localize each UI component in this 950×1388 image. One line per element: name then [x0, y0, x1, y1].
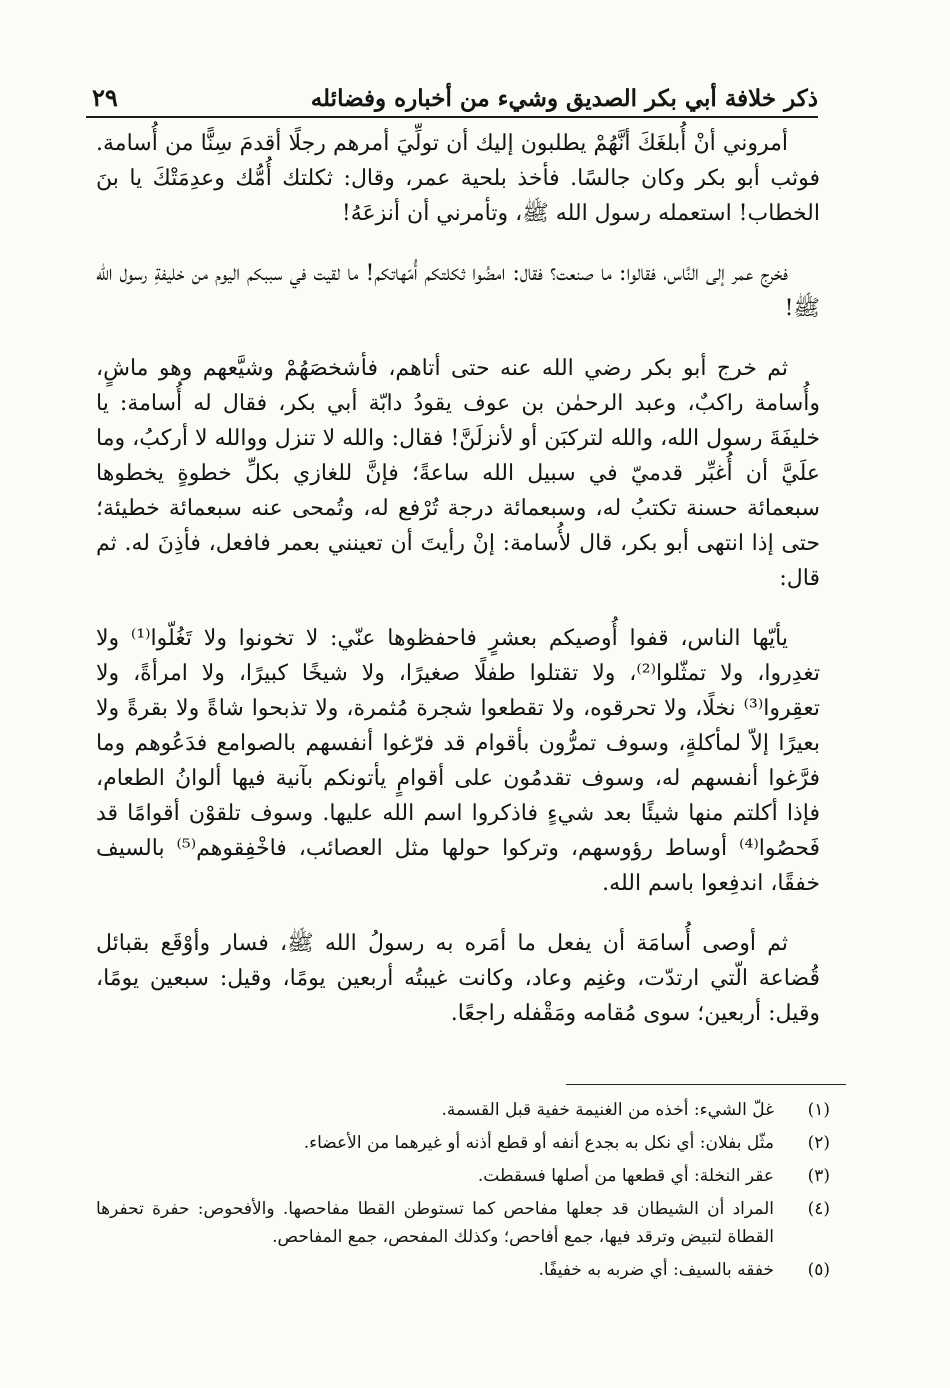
footnote [96, 1129, 830, 1157]
footnote-text: عقر النخلة: أي قطعها من أصلها فسقطت. [477, 1166, 774, 1186]
page-header [86, 76, 818, 118]
footnote-number: (١) [807, 1100, 830, 1120]
paragraph: ثم خرج أبو بكر رضي الله عنه حتى أتاهم، فأشخصَهُمْ وشيَّعهم وهو ماشٍ، وأُسامة راكبٌ، وعبد الرحمٰن بن عوف يقودُ دابّة أبي بكر، فقال له أُسامة: يا خليفَةَ رسول الله، والله لتركبَن أو لأنزلَنَّ! فقال: والله لا تنزل ووالله لا أركبُ، وما علَيَّ أن أُغبِّر قدميّ في سبيل الله ساعةً؛ فإنَّ للغازي بكلِّ خطوةٍ يخطوها سبعمائة حسنة تكتبُ له، وسبعمائة درجة تُرْفع له، وتُمحى عنه سبعمائة خطيئة؛ حتى إذا انتهى أبو بكر، قال لأُسامة: إنْ رأيتَ أن تعينني بعمر فافعل، فأذِنَ له. ثم قال: [96, 356, 820, 591]
paragraph: يأيّها الناس، قفوا أُوصيكم بعشرٍ فاحفظوها عنّي: لا تخونوا ولا تَغُلّوا⁽¹⁾ ولا تغدِروا، ولا تمثّلوا⁽²⁾، ولا تقتلوا طفلًا صغيرًا، ولا شيخًا كبيرًا، ولا امرأةً، ولا تعقِروا⁽³⁾ نخلًا، ولا تحرقوه، ولا تقطعوا شجرة مُثمرة، ولا تذبحوا شاةً ولا بقرةً ولا بعيرًا إلاّ لمأكلةٍ، وسوف تمرُّون بأقوام قد فرّغوا أنفسهم بالصوامع فدَعُوهم وما فرَّغوا أنفسهم له، وسوف تقدمُون على أقوامٍ يأتونكم بآنية فيها ألوانُ الطعام، فإذا أكلتم منها شيئًا بعد شيءٍ فاذكروا اسم الله عليها. وسوف تلقوْن أقوامًا قد فَحصُوا⁽⁴⁾ أوساط رؤوسهم، وتركوا حولها مثل العصائب، فاخْفِقوهم⁽⁵⁾ بالسيف خفقًا، اندفِعوا باسم الله. [96, 626, 820, 896]
footnote-text: المراد أن الشيطان قد جعلها مفاحص كما تستوطن القطا مفاحصها. والأفحوص: حفرة تحفرها القطاة لتبيض وترقد فيها، جمع أفاحص؛ وكذلك المفحص، جمع المفاحص. [96, 1199, 774, 1247]
footnote-text: خفقه بالسيف: أي ضربه به خفيفًا. [538, 1260, 774, 1280]
footnote-number: (٣) [807, 1166, 830, 1186]
footnote-text: مثّل بفلان: أي نكل به بجدع أنفه أو قطع أذنه أو غيرهما من الأعضاء. [303, 1133, 774, 1153]
main-text [96, 126, 820, 1056]
paragraph: فخرج عمر إلى النَّاس، فقالوا: ما صنعت؟ فقال: امضُوا ثكلتكم أُمّهاتكم! ما لقيت في سببكم اليوم من خليفةِ رسول الله ﷺ! [96, 261, 820, 321]
footnotes [96, 1096, 830, 1289]
footnote-number: (٤) [807, 1199, 830, 1219]
page-number: ٢٩ [92, 83, 118, 112]
footnote-number: (٢) [807, 1133, 830, 1153]
footnote-number: (٥) [807, 1260, 830, 1280]
footnote [96, 1256, 830, 1284]
footnote [96, 1162, 830, 1190]
paragraph: ثم أوصى أُسامَة أن يفعل ما أمَره به رسولُ الله ﷺ، فسار وأوْقَع بقبائل قُضاعة الّتي ارتدّت، وغنِم وعاد، وكانت غيبتُه أربعين يومًا، وقيل: سبعين يومًا، وقيل: أربعين؛ سوى مُقامه ومَقْفله راجعًا. [96, 931, 820, 1026]
running-head: ذكر خلافة أبي بكر الصديق وشيء من أخباره وفضائله [310, 85, 818, 112]
footnote-divider [566, 1084, 846, 1085]
footnote [96, 1195, 830, 1251]
footnote [96, 1096, 830, 1124]
footnote-text: غلّ الشيء: أخذه من الغنيمة خفية قبل القسمة. [441, 1100, 774, 1120]
paragraph: أمروني أنْ أُبلغَكَ أنَّهُمْ يطلبون إليك أن تولِّيَ أمرهم رجلًا أقدمَ سِنًّا من أُسامة. فوثب أبو بكر وكان جالسًا. فأخذ بلحية عمر، وقال: ثكلتك أُمُّك وعدِمَتْكَ يا بنَ الخطاب! استعمله رسول الله ﷺ، وتأمرني أن أنزعَهُ! [96, 131, 820, 226]
